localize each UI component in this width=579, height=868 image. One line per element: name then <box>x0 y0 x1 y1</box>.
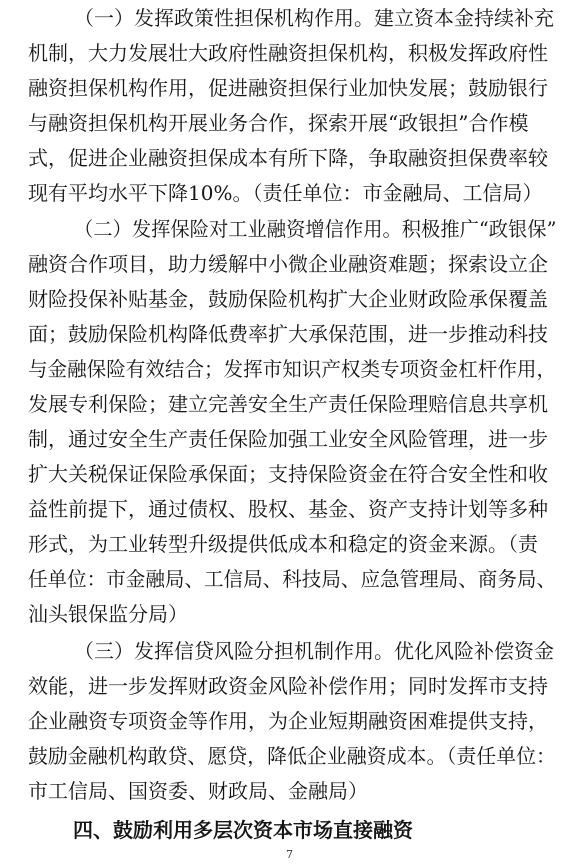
text-line: 汕头银保监分局） <box>28 602 188 626</box>
section-heading: 四、鼓励利用多层次资本市场直接融资 <box>73 818 413 842</box>
text-line: 融资担保机构作用，促进融资担保行业加快发展；鼓励银行 <box>28 76 548 100</box>
text-line: 任单位：市金融局、工信局、科技局、应急管理局、商务局、 <box>28 567 557 591</box>
text-line: 益性前提下，通过债权、股权、基金、资产支持计划等多种 <box>28 497 548 521</box>
text-line: 鼓励金融机构敢贷、愿贷，降低企业融资成本。（责任单位： <box>28 744 556 768</box>
text-line: 与融资担保机构开展业务合作，探索开展“政银担”合作模 <box>28 111 529 135</box>
text-line: 现有平均水平下降10%。（责任单位：市金融局、工信局） <box>28 181 543 205</box>
text-line: 发展专利保险；建立完善安全生产责任保险理赔信息共享机 <box>28 392 548 416</box>
text-line: 市工信局、国资委、财政局、金融局） <box>28 779 368 803</box>
text-line: 企业融资专项资金等作用，为企业短期融资困难提供支持， <box>28 709 548 733</box>
text-line: 形式，为工业转型升级提供低成本和稳定的资金来源。（责 <box>28 532 538 556</box>
text-line: 面；鼓励保险机构降低费率扩大承保范围，进一步推动科技 <box>28 322 548 346</box>
text-line: （一）发挥政策性担保机构作用。建立资本金持续补充 <box>74 6 554 30</box>
page-number: 7 <box>286 848 293 861</box>
text-line: （二）发挥保险对工业融资增信作用。积极推广“政银保” <box>74 217 557 241</box>
text-line: 财险投保补贴基金，鼓励保险机构扩大企业财政险承保覆盖 <box>28 287 548 311</box>
text-line: （三）发挥信贷风险分担机制作用。优化风险补偿资金 <box>74 639 554 663</box>
text-line: 与金融保险有效结合；发挥市知识产权类专项资金杠杆作用， <box>28 357 557 381</box>
text-line: 式，促进企业融资担保成本有所下降，争取融资担保费率较 <box>28 146 548 170</box>
text-line: 扩大关税保证保险承保面；支持保险资金在符合安全性和收 <box>28 462 548 486</box>
text-line: 效能，进一步发挥财政资金风险补偿作用；同时发挥市支持 <box>28 674 548 698</box>
text-line: 融资合作项目，助力缓解中小微企业融资难题；探索设立企 <box>28 252 548 276</box>
text-line: 机制，大力发展壮大政府性融资担保机构，积极发挥政府性 <box>28 41 548 65</box>
text-line: 制，通过安全生产责任保险加强工业安全风险管理，进一步 <box>28 427 548 451</box>
